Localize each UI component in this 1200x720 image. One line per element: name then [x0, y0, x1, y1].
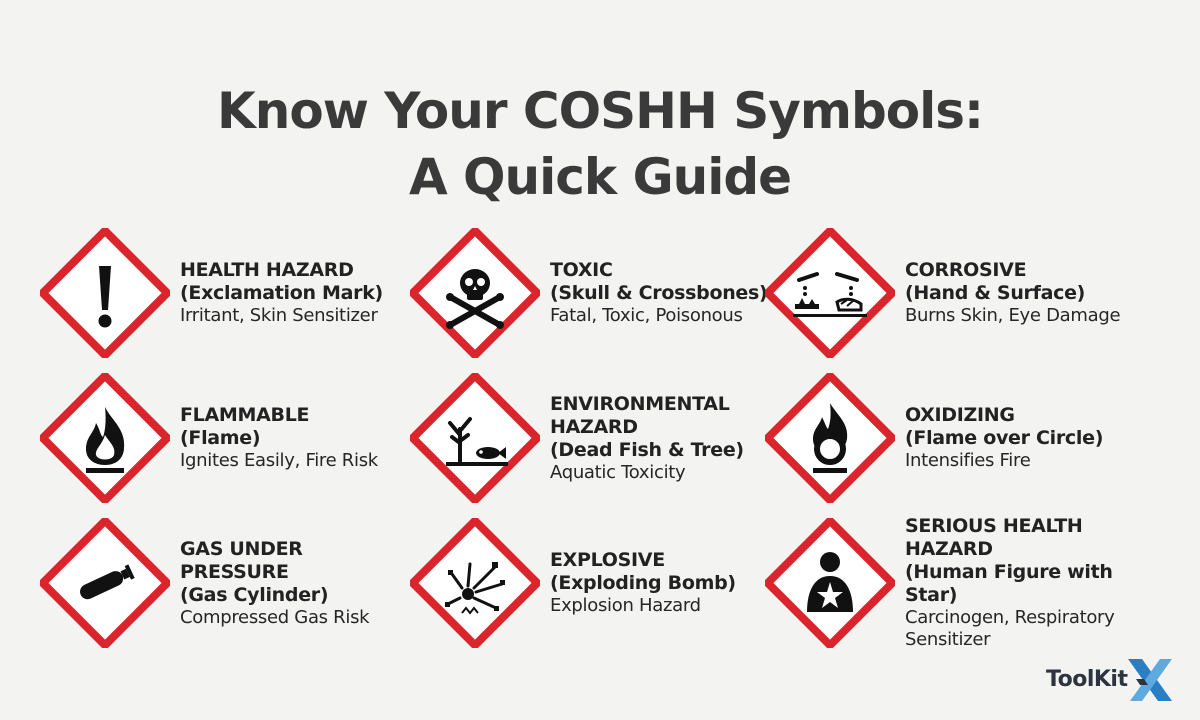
corrosion-icon — [765, 228, 895, 358]
symbol-description: Irritant, Skin Sensitizer — [180, 305, 378, 326]
symbol-card-explosive — [410, 518, 780, 648]
symbol-subtitle: (Hand & Surface) — [905, 282, 1086, 304]
symbol-description: Explosion Hazard — [550, 595, 701, 616]
symbol-name: FLAMMABLE — [180, 404, 310, 426]
gas-cylinder-icon — [40, 518, 170, 648]
symbol-subtitle: (Exclamation Mark) — [180, 282, 383, 304]
symbol-subtitle: (Dead Fish & Tree) — [550, 438, 744, 461]
brand-name: ToolKit — [1046, 667, 1128, 692]
symbol-name: HEALTH HAZARD — [180, 259, 354, 281]
symbol-description: Fatal, Toxic, Poisonous — [550, 305, 743, 326]
title-line-1: Know Your COSHH Symbols: — [217, 82, 983, 140]
symbol-subtitle: (Exploding Bomb) — [550, 572, 736, 594]
symbol-name: TOXIC — [550, 259, 613, 281]
symbol-description: Intensifies Fire — [905, 450, 1031, 471]
health-hazard-icon — [765, 518, 895, 648]
exclamation-mark-icon — [40, 228, 170, 358]
symbol-subtitle: (Skull & Crossbones) — [550, 282, 768, 304]
flame-over-circle-icon — [765, 373, 895, 503]
symbol-card-corrosive — [765, 228, 1135, 358]
symbol-name: SERIOUS HEALTH HAZARD — [905, 515, 1083, 560]
symbol-name: CORROSIVE — [905, 259, 1027, 281]
symbol-card-toxic — [410, 228, 780, 358]
symbol-description: Carcinogen, Respiratory Sensitizer — [905, 607, 1115, 650]
symbol-subtitle: (Human Figure with Star) — [905, 561, 1113, 606]
symbol-name: ENVIRONMENTAL HAZARD — [550, 392, 730, 438]
symbol-grid — [40, 228, 1180, 648]
symbol-subtitle: (Flame over Circle) — [905, 427, 1104, 449]
symbol-name: EXPLOSIVE — [550, 549, 665, 571]
symbol-name: GAS UNDER PRESSURE — [180, 537, 303, 583]
flame-icon — [40, 373, 170, 503]
skull-crossbones-icon — [410, 228, 540, 358]
symbol-description: Ignites Easily, Fire Risk — [180, 450, 378, 471]
symbol-subtitle: (Flame) — [180, 427, 261, 449]
exploding-bomb-icon — [410, 518, 540, 648]
page-title — [0, 78, 1200, 210]
symbol-description: Burns Skin, Eye Damage — [905, 305, 1121, 326]
title-line-2: A Quick Guide — [408, 148, 792, 206]
symbol-name: OXIDIZING — [905, 404, 1015, 426]
symbol-card-oxidizing — [765, 373, 1135, 503]
symbol-description: Aquatic Toxicity — [550, 461, 686, 483]
toolkit-x-logo-icon — [1124, 655, 1176, 705]
symbol-subtitle: (Gas Cylinder) — [180, 583, 329, 606]
symbol-card-flammable — [40, 373, 410, 503]
symbol-card-health-hazard — [40, 228, 410, 358]
symbol-card-serious-health-hazard — [765, 515, 1135, 650]
symbol-card-gas-under-pressure — [40, 518, 410, 648]
symbol-card-environmental-hazard — [410, 373, 780, 503]
symbol-description: Compressed Gas Risk — [180, 606, 370, 628]
brand-logo — [1046, 655, 1186, 705]
dead-fish-tree-icon — [410, 373, 540, 503]
